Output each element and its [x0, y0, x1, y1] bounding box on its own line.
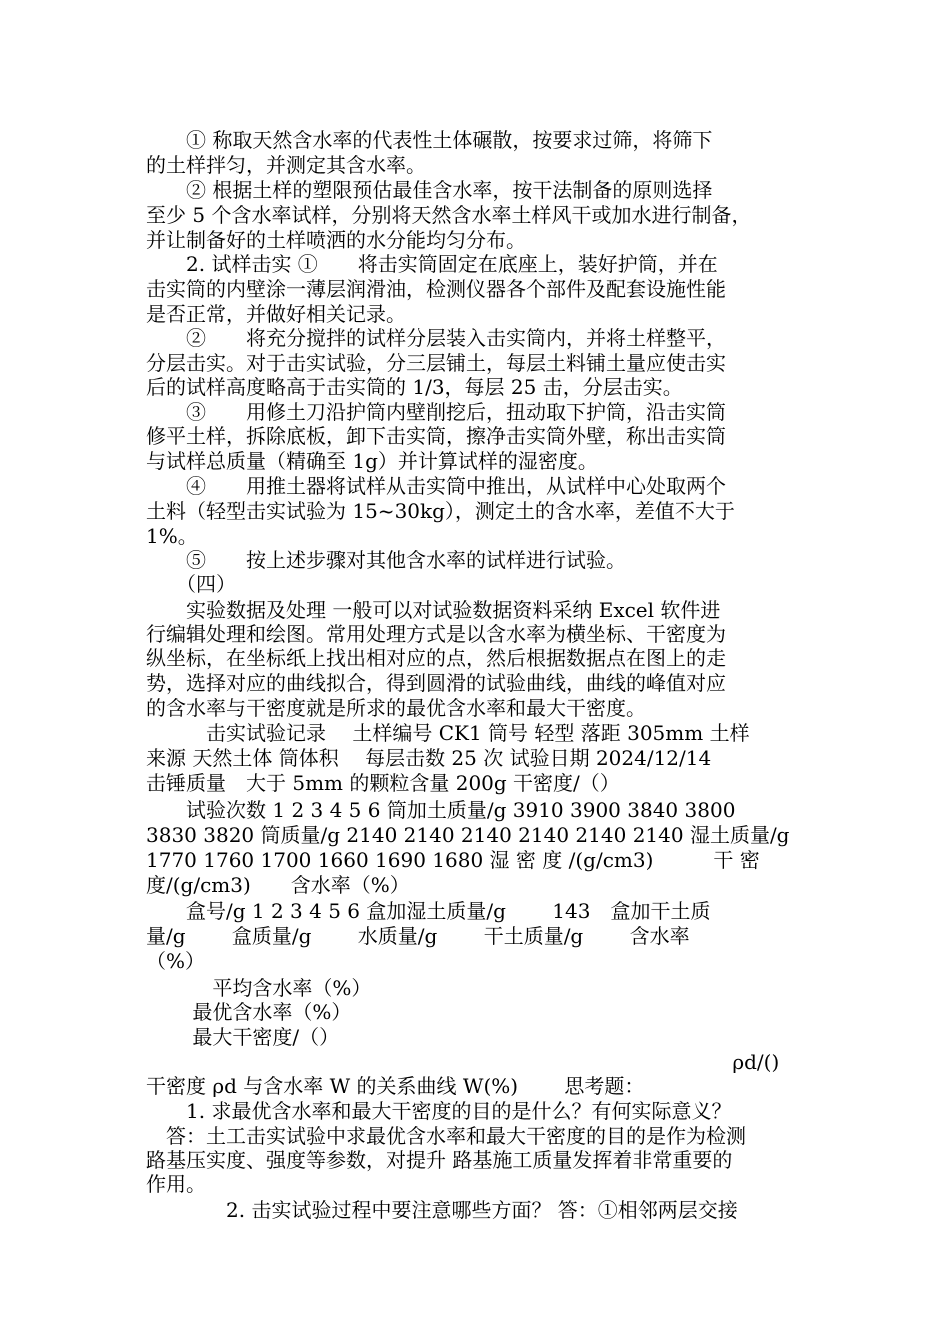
text-line: 并让制备好的土样喷洒的水分能均匀分布。 — [146, 228, 526, 252]
text-line: 答：土工击实试验中求最优含水率和最大干密度的目的是作为检测 — [146, 1124, 746, 1148]
text-line: ① 称取天然含水率的代表性土体碾散，按要求过筛，将筛下 — [146, 128, 713, 152]
text-line: 实验数据及处理 一般可以对试验数据资料采纳 Excel 软件进 — [146, 598, 721, 622]
text-line: 与试样总质量（精确至 1g）并计算试样的湿密度。 — [146, 449, 598, 473]
text-line: 干密度 ρd 与含水率 W 的关系曲线 W(%) 思考题： — [146, 1074, 645, 1098]
text-line: 度/(g/cm3) 含水率（%） — [146, 873, 410, 897]
text-line: 击实筒的内壁涂一薄层润滑油，检测仪器各个部件及配套设施性能 — [146, 277, 726, 301]
text-line: 3830 3820 筒质量/g 2140 2140 2140 2140 2140 2140 湿土质量/g — [146, 823, 790, 847]
text-line: 击锤质量 大于 5mm 的颗粒含量 200g 干密度/（） — [146, 771, 620, 795]
text-line: 修平土样，拆除底板，卸下击实筒，擦净击实筒外壁，称出击实筒 — [146, 424, 726, 448]
text-line: ③ 用修土刀沿护筒内壁削挖后，扭动取下护筒，沿击实筒 — [146, 400, 726, 424]
text-line: 量/g 盒质量/g 水质量/g 干土质量/g 含水率 — [146, 924, 690, 948]
text-line: （%） — [146, 949, 206, 973]
text-line: 试验次数 1 2 3 4 5 6 筒加土质量/g 3910 3900 3840 3800 — [146, 798, 736, 822]
text-line: 作用。 — [146, 1172, 206, 1196]
text-line: 行编辑处理和绘图。常用处理方式是以含水率为横坐标、干密度为 — [146, 622, 726, 646]
text-line: 2. 试样击实 ① 将击实筒固定在底座上，装好护筒，并在 — [146, 252, 718, 276]
text-line: 2. 击实试验过程中要注意哪些方面？ 答：①相邻两层交接 — [146, 1198, 738, 1222]
text-line: 最大干密度/（） — [146, 1025, 340, 1049]
text-line: 纵坐标，在坐标纸上找出相对应的点，然后根据数据点在图上的走 — [146, 646, 726, 670]
text-line: 后的试样高度略高于击实筒的 1/3，每层 25 击，分层击实。 — [146, 375, 683, 399]
text-line: ⑤ 按上述步骤对其他含水率的试样进行试验。 — [146, 548, 626, 572]
text-line: 土料（轻型击实试验为 15~30kg），测定土的含水率，差值不大于 — [146, 499, 735, 523]
text-line: 分层击实。对于击实试验，分三层铺土，每层土料铺土量应使击实 — [146, 351, 726, 375]
text-line: 最优含水率（%） — [146, 1000, 352, 1024]
text-line: 是否正常，并做好相关记录。 — [146, 302, 406, 326]
text-line: 的土样拌匀，并测定其含水率。 — [146, 153, 426, 177]
text-line: 1. 求最优含水率和最大干密度的目的是什么？有何实际意义？ — [146, 1099, 732, 1123]
text-line: 1%。 — [146, 524, 198, 548]
text-line: 至少 5 个含水率试样，分别将天然含水率土样风干或加水进行制备， — [146, 203, 752, 227]
text-line: （四） — [146, 572, 236, 596]
text-line: ② 将充分搅拌的试样分层装入击实筒内，并将土样整平， — [146, 326, 726, 350]
text-line: 平均含水率（%） — [146, 976, 372, 1000]
text-line: 盒号/g 1 2 3 4 5 6 盒加湿土质量/g 143 盒加干土质 — [146, 899, 711, 923]
text-line: 势，选择对应的曲线拟合，得到圆滑的试验曲线，曲线的峰值对应 — [146, 671, 726, 695]
text-line: ρd/() — [146, 1050, 780, 1074]
text-line: 击实试验记录 土样编号 CK1 筒号 轻型 落距 305mm 土样 — [146, 721, 750, 745]
text-line: 路基压实度、强度等参数，对提升 路基施工质量发挥着非常重要的 — [146, 1148, 733, 1172]
text-line: 的含水率与干密度就是所求的最优含水率和最大干密度。 — [146, 696, 646, 720]
text-line: 来源 天然土体 筒体积 每层击数 25 次 试验日期 2024/12/14 — [146, 746, 712, 770]
text-line: 1770 1760 1700 1660 1690 1680 湿 密 度 /(g/cm3) 干 密 — [146, 848, 760, 872]
text-line: ④ 用推土器将试样从击实筒中推出，从试样中心处取两个 — [146, 474, 726, 498]
text-line: ② 根据土样的塑限预估最佳含水率，按干法制备的原则选择 — [146, 178, 713, 202]
